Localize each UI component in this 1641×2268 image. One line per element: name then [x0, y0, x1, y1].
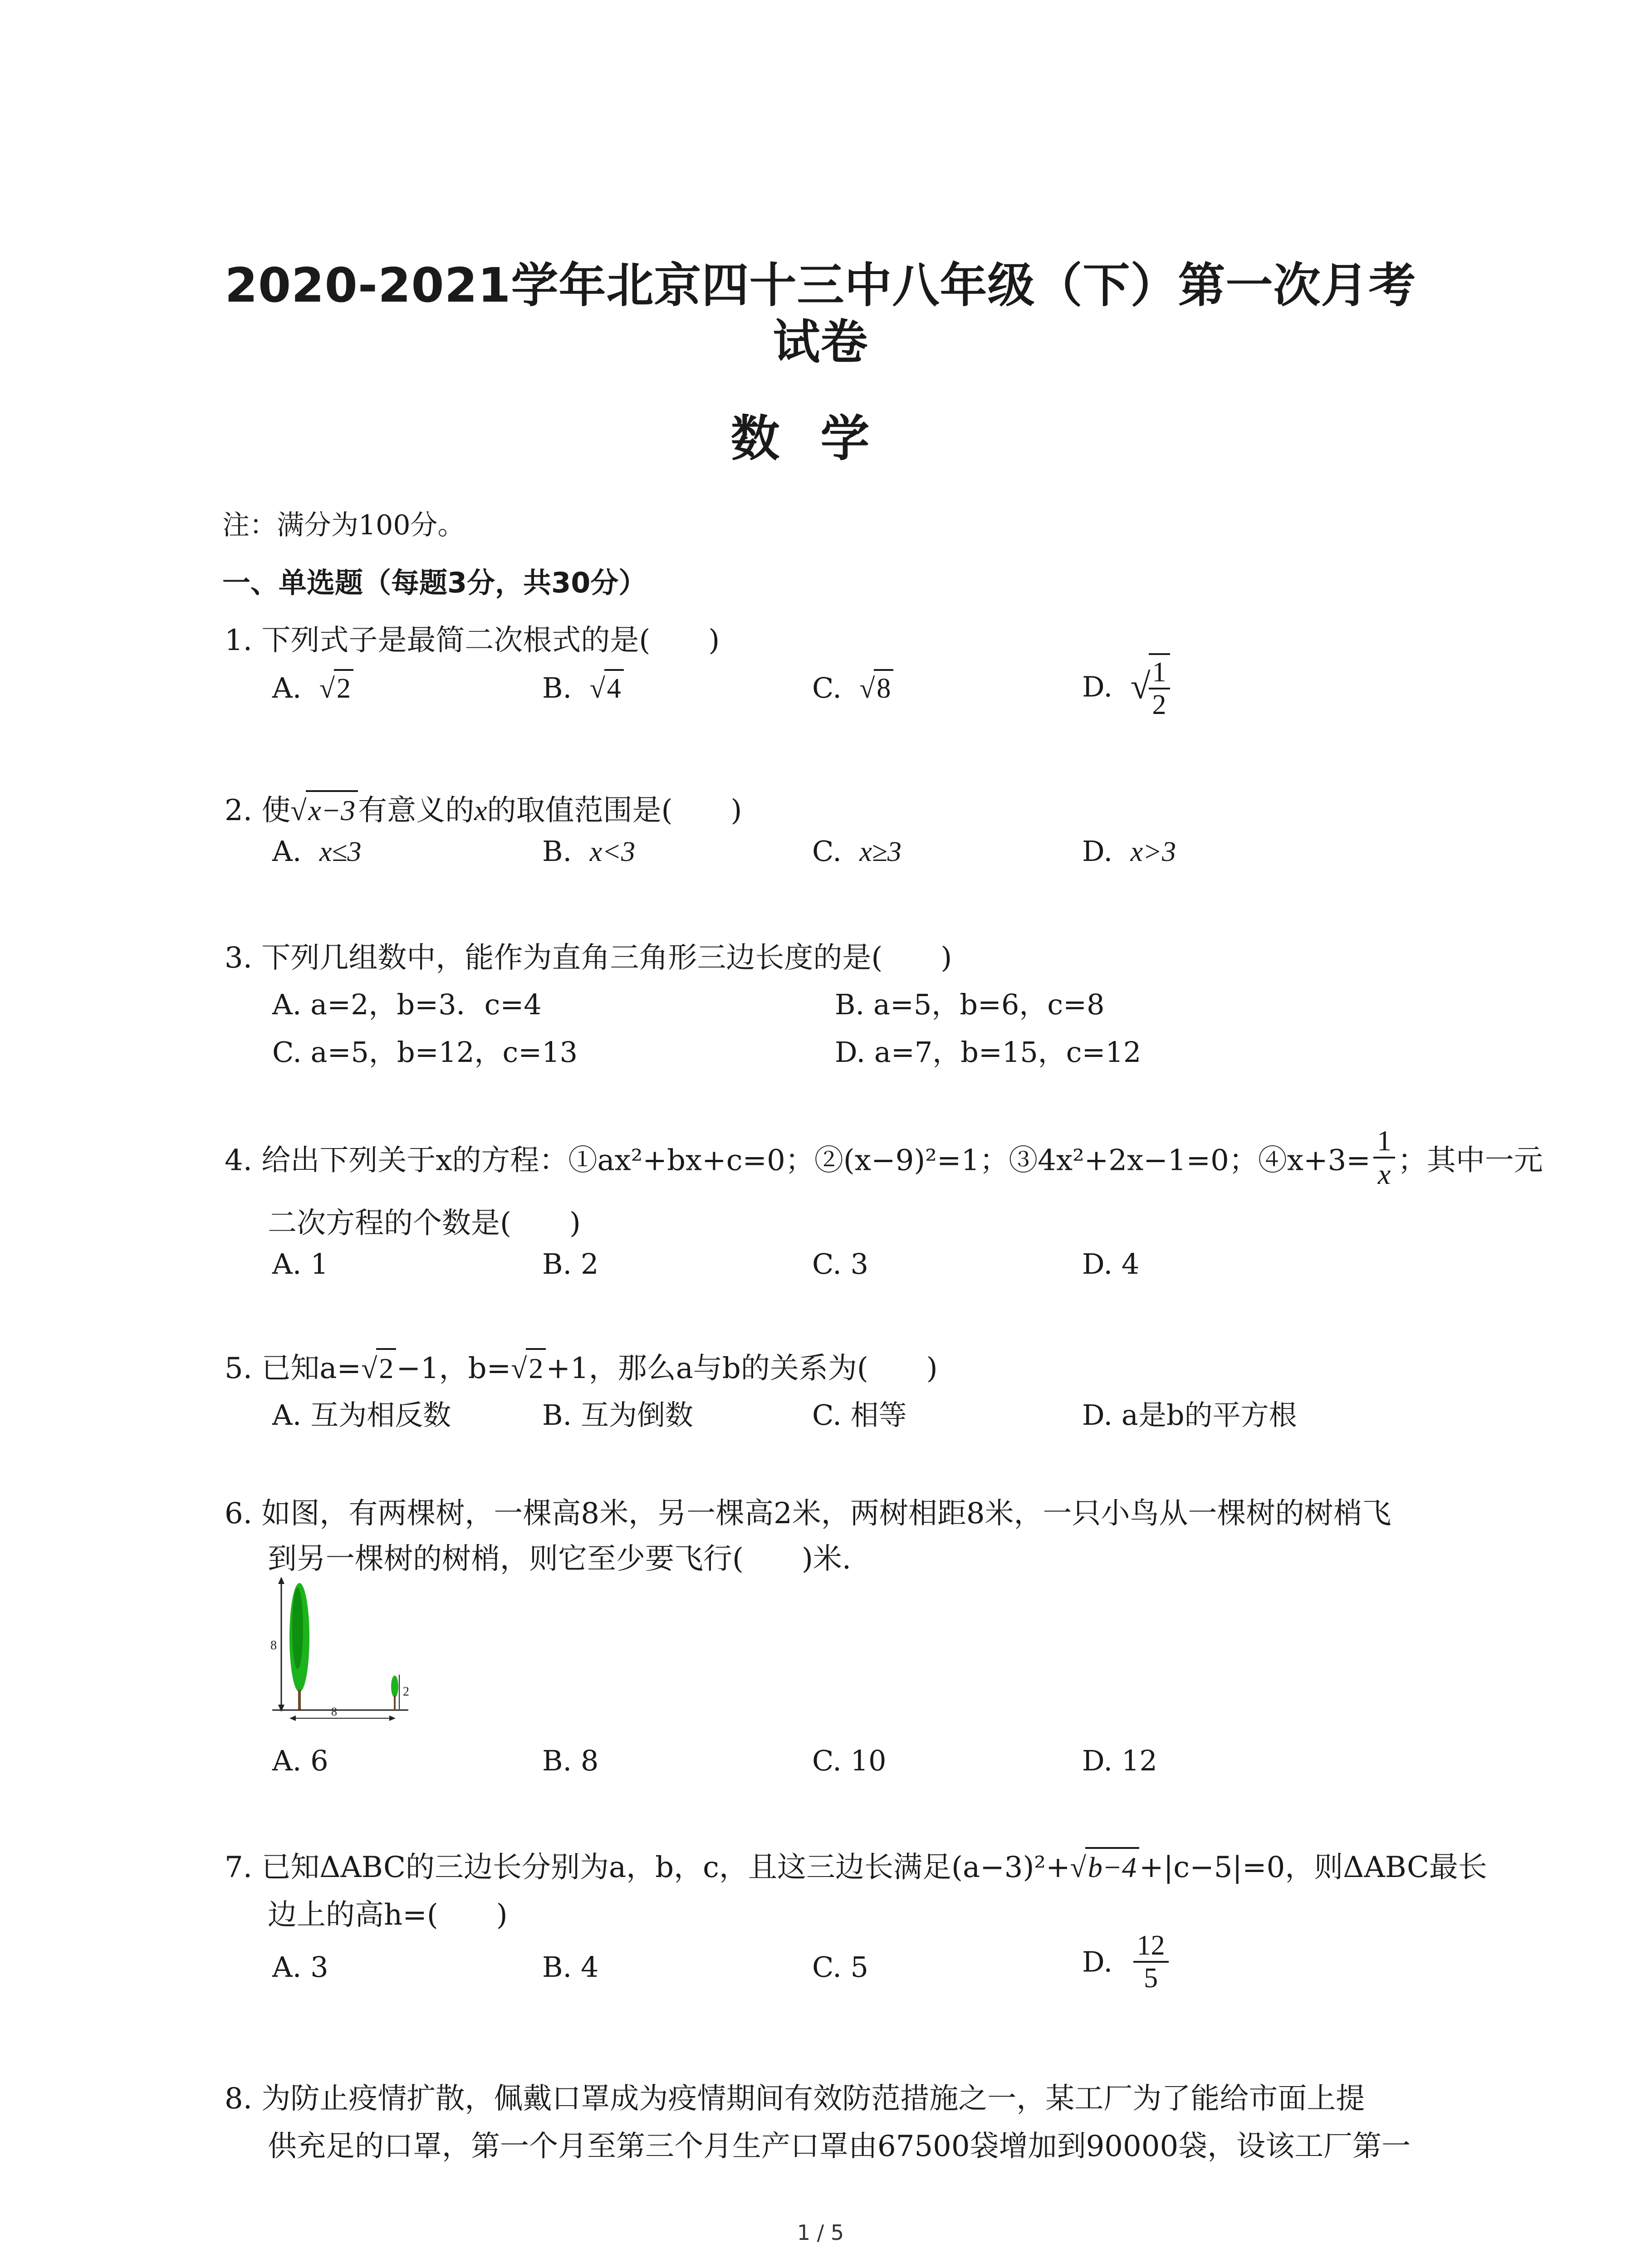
arrow-down-icon: [278, 1705, 284, 1712]
q1-option-b: B. √4: [542, 669, 624, 705]
q6-option-a: A. 6: [272, 1744, 328, 1777]
q6-option-c: C. 10: [812, 1744, 887, 1777]
q4-option-d: D. 4: [1082, 1247, 1140, 1281]
q7-option-a: A. 3: [272, 1950, 328, 1984]
question-8-line2: 供充足的口罩，第一个月至第三个月生产口罩由67500袋增加到90000袋，设该工厂第一: [268, 2130, 1411, 2163]
small-tree-trunk: [394, 1696, 396, 1709]
q1-option-a: A. √2: [272, 669, 353, 705]
q3-option-b: B. a=5，b=6，c=8: [835, 988, 1105, 1021]
question-6-line2: 到另一棵树的树梢，则它至少要飞行( )米.: [268, 1542, 852, 1576]
arrow-left-icon: [289, 1716, 296, 1721]
page-number: 1 / 5: [797, 2220, 844, 2245]
q1-option-d: D. √ $\frac{1}{2}$: [1082, 653, 1173, 720]
question-6-line1: 6. 如图，有两棵树，一棵高8米，另一棵高2米，两树相距8米，一只小鸟从一棵树的树梢飞: [225, 1497, 1391, 1530]
q5-option-a: A. 互为相反数: [272, 1398, 451, 1432]
page-title-line2: 试卷: [773, 314, 868, 370]
q7-option-b: B. 4: [542, 1950, 599, 1984]
section-heading: 一、单选题（每题3分，共30分）: [222, 566, 647, 599]
tall-tree-height-label: 8: [270, 1638, 277, 1652]
q4-option-c: C. 3: [812, 1247, 869, 1281]
q5-option-d: D. a是b的平方根: [1082, 1398, 1297, 1432]
q5-option-b: B. 互为倒数: [542, 1398, 693, 1432]
question-3-stem: 3. 下列几组数中，能作为直角三角形三边长度的是( ): [225, 941, 952, 975]
q7-option-c: C. 5: [812, 1950, 869, 1984]
arrow-up-icon: [278, 1577, 284, 1584]
q1-option-c: C. √8: [812, 669, 893, 705]
question-1-stem: 1. 下列式子是最简二次根式的是( ): [225, 624, 720, 657]
q3-option-d: D. a=7，b=15，c=12: [835, 1036, 1141, 1069]
question-7-line2: 边上的高h=( ): [268, 1898, 508, 1932]
small-tree-crown: [391, 1676, 398, 1697]
question-2-stem: 2. 使√x−3有意义的x的取值范围是( ): [225, 787, 742, 829]
subject-heading: 数学: [730, 411, 911, 467]
q7-option-d: D. $\frac{12}{5}$: [1082, 1930, 1171, 1994]
q2-option-d: D. x>3: [1082, 835, 1176, 868]
q4-option-b: B. 2: [542, 1247, 599, 1281]
distance-label: 8: [331, 1705, 337, 1718]
q2-option-b: B. x<3: [542, 835, 636, 868]
q3-option-c: C. a=5，b=12，c=13: [272, 1036, 578, 1069]
question-8-line1: 8. 为防止疫情扩散，佩戴口罩成为疫情期间有效防范措施之一，某工厂为了能给市面上提: [225, 2082, 1365, 2116]
small-tree-height-label: 2: [403, 1685, 409, 1699]
q6-option-b: B. 8: [542, 1744, 599, 1777]
q6-option-d: D. 12: [1082, 1744, 1157, 1777]
two-trees-figure: [263, 1574, 426, 1724]
question-4-stem: 4. 给出下列关于x的方程：①ax²+bx+c=0；②(x−9)²=1；③4x²+2x−1=0；④x+3= $\frac{1}{x}$ ；其中一元: [225, 1124, 1543, 1191]
q4-option-a: A. 1: [272, 1247, 328, 1281]
q3-option-a: A. a=2，b=3．c=4: [272, 988, 542, 1021]
q2-option-c: C. x≥3: [812, 835, 901, 868]
tall-tree-trunk: [298, 1690, 301, 1710]
question-7-stem: 7. 已知ΔABC的三边长分别为a，b，c，且这三边长满足(a−3)²+√b−4+|c−5|=0，则ΔABC最长: [225, 1844, 1487, 1886]
q2-option-a: A. x≤3: [272, 835, 362, 868]
score-note: 注：满分为100分。: [222, 509, 465, 541]
q5-option-c: C. 相等: [812, 1398, 907, 1432]
page-title: 2020-2021学年北京四十三中八年级（下）第一次月考: [225, 258, 1416, 313]
question-5-stem: 5. 已知a=√2−1，b=√2+1，那么a与b的关系为( ): [225, 1345, 938, 1387]
question-4-line2: 二次方程的个数是( ): [268, 1207, 581, 1240]
tall-tree-shade: [292, 1588, 303, 1669]
arrow-right-icon: [389, 1716, 396, 1721]
